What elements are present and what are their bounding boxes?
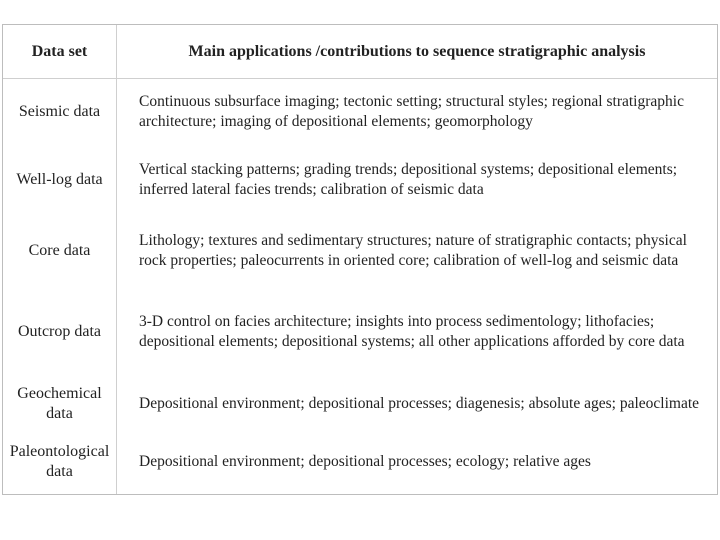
row-label: Paleontological data bbox=[9, 443, 110, 480]
row-text: 3-D control on facies architecture; insights into process sedimentology; lithofacies; depositional elements; depositional systems; all other applications afforded by core data bbox=[139, 313, 685, 350]
row-label: Outcrop data bbox=[17, 323, 102, 340]
table-row-seismic bbox=[3, 91, 717, 133]
row-text: Depositional environment; depositional processes; diagenesis; absolute ages; paleoclimate bbox=[139, 395, 700, 412]
table-header bbox=[3, 25, 717, 79]
row-text: Lithology; textures and sedimentary structures; nature of stratigraphic contacts; physical rock properties; paleocurrents in oriented core; calibration of well-log and seismic data bbox=[139, 232, 687, 269]
row-text: Continuous subsurface imaging; tectonic setting; structural styles; regional stratigraphic architecture; imaging of depositional elements; geomorphology bbox=[139, 93, 684, 130]
table-row-geochemical bbox=[3, 383, 717, 425]
table-row-well-log bbox=[3, 159, 717, 201]
row-text: Depositional environment; depositional processes; ecology; relative ages bbox=[139, 453, 591, 470]
table-row-paleontological bbox=[3, 441, 717, 483]
row-label: Well-log data bbox=[16, 171, 103, 188]
row-label: Seismic data bbox=[18, 103, 101, 120]
data-set-table bbox=[2, 24, 718, 495]
row-label: Core data bbox=[28, 242, 91, 259]
header-data-set: Data set bbox=[31, 42, 88, 60]
row-label: Geochemical data bbox=[17, 385, 102, 422]
table-row-outcrop bbox=[3, 301, 717, 363]
table-row-core bbox=[3, 220, 717, 282]
row-text: Vertical stacking patterns; grading trends; depositional systems; depositional elements; inferred lateral facies trends; calibration of seismic data bbox=[139, 161, 678, 198]
header-main-applications: Main applications /contributions to sequence stratigraphic analysis bbox=[188, 42, 646, 60]
